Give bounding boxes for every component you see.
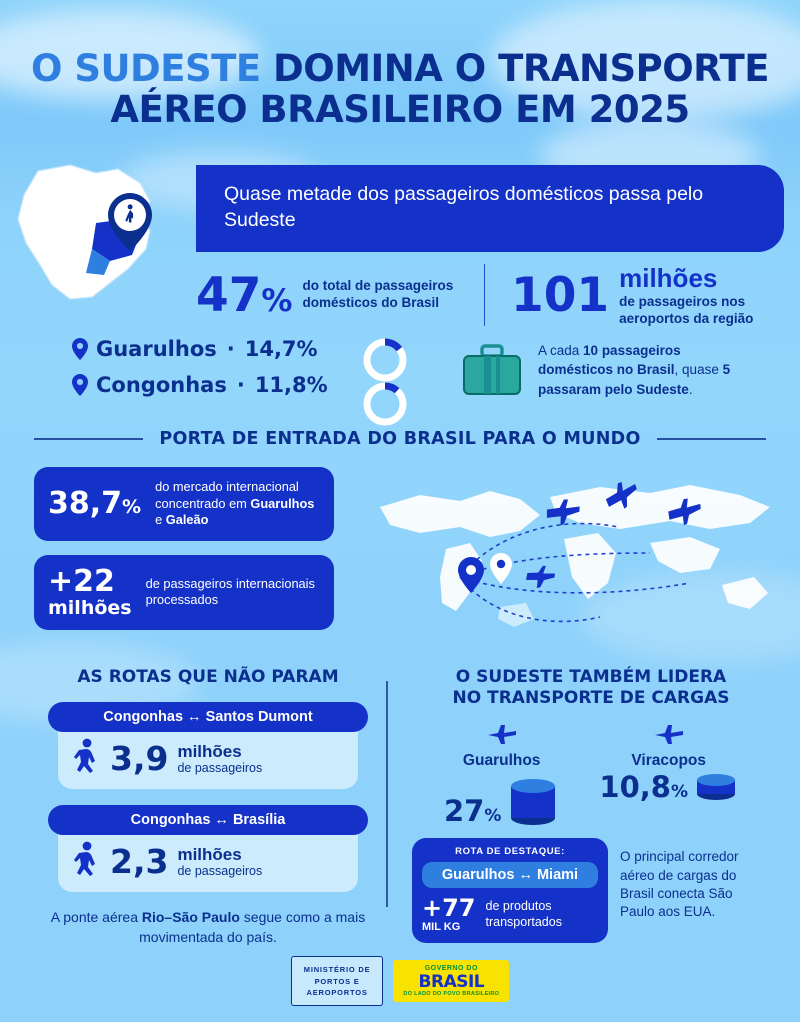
route-sub: de passageiros [177,761,263,776]
card-value: 38,7% [48,485,142,521]
cargo-airport-name: Guarulhos [462,752,541,770]
cargo-airport-name: Viracopos [631,752,707,770]
stats-divider [484,264,485,326]
title-line2: AÉREO BRASILEIRO EM 2025 [110,88,690,132]
suitcase-icon [460,344,524,396]
cargo-value: 27% [443,794,502,829]
airplane-icon [487,723,517,745]
routes-column [30,667,386,947]
stat-value: 101 [511,267,610,323]
walking-passenger-icon [72,738,100,779]
footer-logos [0,956,800,1006]
divider-right [657,438,766,440]
walking-passenger-icon [72,841,100,882]
highlight-amount-value: +77 [422,894,476,923]
title-highlight: O SUDESTE [30,47,261,90]
highlight-amount-unit: MIL KG [422,921,461,934]
separator-dot: · [226,336,235,361]
route-unit: milhões [177,741,242,761]
divider-left [34,438,143,440]
ministry-logo [291,956,384,1006]
route-body [58,829,358,892]
list-item [72,373,400,397]
cargo-title-line1: O SUDESTE TAMBÉM LIDERA [455,666,727,687]
highlight-route: Guarulhos ↔ Miami [422,862,598,888]
routes-title: AS ROTAS QUE NÃO PARAM [77,666,339,687]
cargo-stats [412,723,770,829]
card-text: de passageiros internacionais processados [145,575,315,608]
route-body [58,726,358,789]
suitcase-text-c: . [688,382,693,397]
list-item [72,337,400,361]
card-international-passengers [34,555,334,630]
section-title: PORTA DE ENTRADA DO BRASIL PARA O MUNDO [159,428,641,449]
cargo-value-row [443,772,559,829]
cargo-note: O principal corredor aéreo de cargas do Brasil conecta São Paulo aos EUA. [620,849,739,920]
ministry-line3: AEROPORTOS [306,987,368,997]
airport-share: 11,8% [254,372,328,397]
gov-line1: GOVERNO DO [424,964,478,972]
suitcase-block [460,341,748,400]
stat-description: do total de passageiros domésticos do Brasil [302,278,454,311]
routes-note [30,908,386,947]
map-pin-icon [490,553,512,584]
card-text-bold-a: Guarulhos [250,495,315,511]
international-section [0,467,800,657]
airport-name: Congonhas [96,372,227,397]
airports-section [0,337,800,409]
stat-total-passengers [511,263,756,328]
government-logo [393,960,509,1002]
banner-statement: Quase metade dos passageiros domésticos passa pelo Sudeste [196,165,784,252]
route-unit: milhões [177,844,242,864]
route-label [177,742,262,776]
cargo-item-viracopos [599,723,738,826]
page-title [0,0,800,135]
routes-note-a: A ponte aérea [50,909,142,926]
cargo-highlight-box [412,838,770,943]
map-pin-icon [72,338,88,360]
route-value: 3,9 [110,739,169,779]
route-card [48,805,368,892]
card-text-bold-b: Galeão [165,512,209,528]
routes-note-c: segue como a mais movimentada do país. [139,909,366,945]
donut-chart-congonhas [362,381,408,427]
cargo-title [412,667,770,710]
brazil-map-icon [0,157,210,317]
card-text-a: do mercado internacional concentrado em [155,478,299,511]
stat-domestic-share [196,267,458,323]
ministry-line1: MINISTÉRIO DE [303,965,371,975]
route-value: 2,3 [110,842,169,882]
airport-share: 14,7% [244,336,318,361]
highlight-amount-row [422,896,598,933]
highlight-amount-desc: de produtos transportados [485,899,562,929]
cylinder-chart-guarulhos [507,772,559,826]
suitcase-text-b: , quase [674,362,723,378]
title-rest: DOMINA O TRANSPORTE [260,47,770,90]
cylinder-chart-viracopos [694,772,738,802]
route-header: Congonhas ↔ Brasília [48,805,368,835]
airplane-icon [654,723,684,745]
stat-unit: milhões [619,262,718,293]
cargo-value: 10,8% [599,770,688,805]
gov-line2: BRASIL [418,971,485,992]
highlight-route-card [412,838,608,943]
ministry-line2: PORTOS E [314,976,360,986]
cargo-title-line2: NO TRANSPORTE DE CARGAS [452,688,730,709]
stat-description: de passageiros nos aeroportos da região [619,293,754,326]
cargo-item-guarulhos [443,723,559,829]
route-sub: de passageiros [177,864,263,879]
route-header: Congonhas ↔ Santos Dumont [48,702,368,732]
card-text [155,479,320,529]
bottom-sections [0,667,800,947]
map-pin-icon [72,374,88,396]
section-header-international [34,429,766,449]
percent-sign: % [261,282,293,319]
airport-list [40,337,400,409]
world-map-illustration [350,457,800,657]
cargo-column [386,667,770,947]
separator-dot: · [236,372,245,397]
suitcase-text-bold-a: 10 passageiros domésticos no Brasil [538,342,681,378]
column-divider [386,681,388,907]
card-text-b: e [155,512,166,528]
donut-chart-guarulhos [362,337,408,383]
headline-stats [196,263,756,328]
highlight-amount [422,896,476,933]
card-international-share [34,467,334,541]
route-label [177,845,262,879]
airport-name: Guarulhos [96,336,217,361]
suitcase-text [538,341,748,400]
international-cards [34,467,334,644]
highlight-kicker: ROTA DE DESTAQUE: [455,846,565,858]
card-value: +22 milhões [48,563,132,619]
banner-row [0,157,800,326]
route-card [48,702,368,789]
stat-value: 47% [196,267,293,323]
suitcase-text-a: A cada [538,342,584,358]
gov-line3: DO LADO DO POVO BRASILEIRO [403,991,500,998]
cargo-value-row [599,770,738,805]
suitcase-text-bold-b: 5 passaram pelo Sudeste [538,362,731,397]
routes-note-bold: Rio–São Paulo [141,909,240,926]
card-value-unit: milhões [48,596,132,619]
